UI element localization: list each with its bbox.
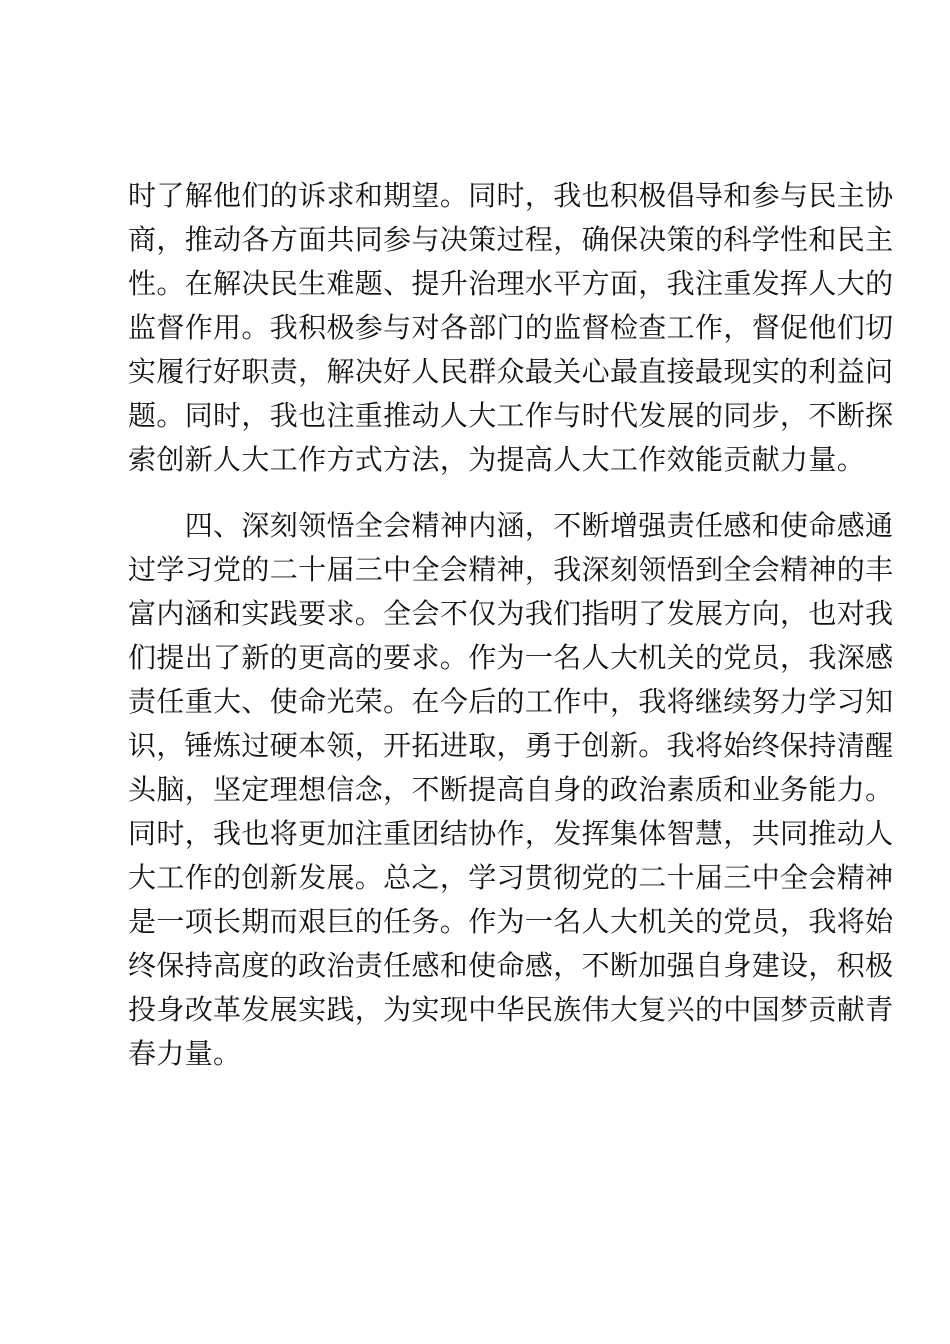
text-line: 商，推动各方面共同参与决策过程，确保决策的科学性和民主: [128, 223, 894, 256]
text-line: 春力量。: [128, 1037, 242, 1070]
text-line: 大工作的创新发展。总之，学习贯彻党的二十届三中全会精神: [128, 861, 894, 894]
text-line: 时了解他们的诉求和期望。同时，我也积极倡导和参与民主协: [128, 179, 894, 212]
text-line: 同时，我也将更加注重团结协作，发挥集体智慧，共同推动人: [128, 817, 894, 850]
text-line: 题。同时，我也注重推动人大工作与时代发展的同步，不断探: [128, 399, 894, 432]
text-line: 投身改革发展实践，为实现中华民族伟大复兴的中国梦贡献青: [128, 993, 894, 1026]
text-line: 过学习党的二十届三中全会精神，我深刻领悟到全会精神的丰: [128, 553, 894, 586]
text-line: 实履行好职责，解决好人民群众最关心最直接最现实的利益问: [128, 355, 894, 388]
text-line: 监督作用。我积极参与对各部门的监督检查工作，督促他们切: [128, 311, 894, 344]
text-line: 索创新人大工作方式方法，为提高人大工作效能贡献力量。: [128, 443, 866, 476]
text-line: 富内涵和实践要求。全会不仅为我们指明了发展方向，也对我: [128, 597, 894, 630]
text-line: 四、深刻领悟全会精神内涵，不断增强责任感和使命感通: [128, 509, 894, 542]
text-line: 责任重大、使命光荣。在今后的工作中，我将继续努力学习知: [128, 685, 894, 718]
text-line: 终保持高度的政治责任感和使命感，不断加强自身建设，积极: [128, 949, 894, 982]
paragraph-section-four: [128, 504, 894, 1076]
paragraph-continued: [128, 174, 894, 482]
text-line: 性。在解决民生难题、提升治理水平方面，我注重发挥人大的: [128, 267, 894, 300]
text-line: 们提出了新的更高的要求。作为一名人大机关的党员，我深感: [128, 641, 894, 674]
text-line: 头脑，坚定理想信念，不断提高自身的政治素质和业务能力。: [128, 773, 894, 806]
text-line: 是一项长期而艰巨的任务。作为一名人大机关的党员，我将始: [128, 905, 894, 938]
text-line: 识，锤炼过硬本领，开拓进取，勇于创新。我将始终保持清醒: [128, 729, 894, 762]
